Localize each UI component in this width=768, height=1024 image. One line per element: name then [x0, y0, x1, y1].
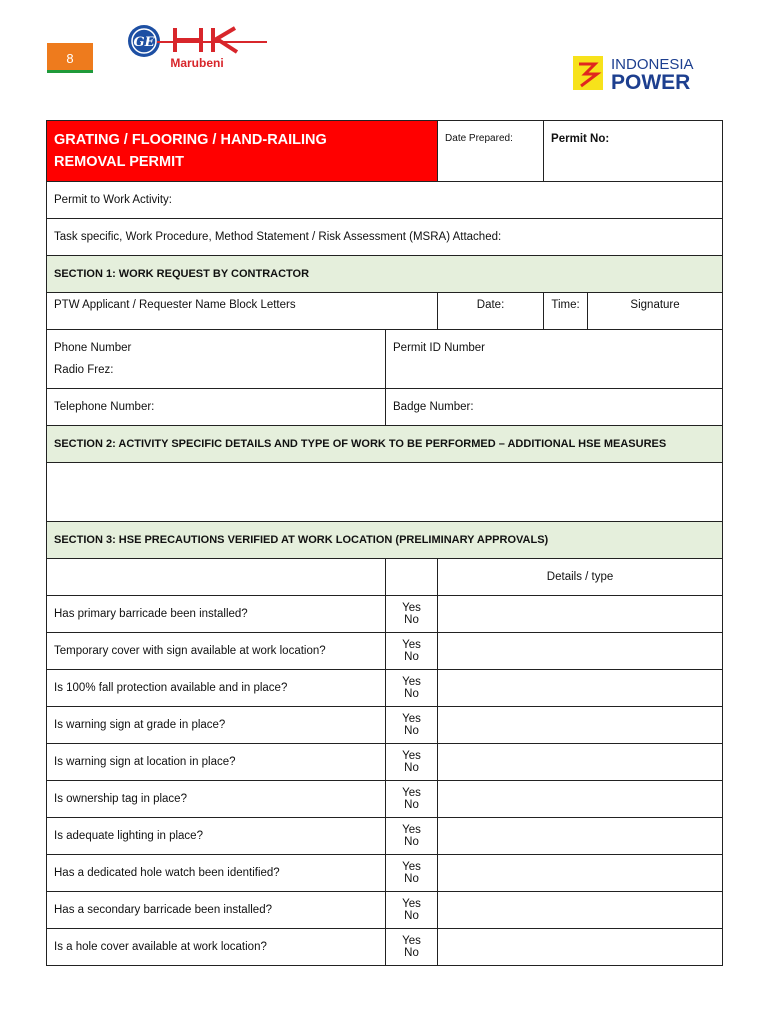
details-type-field[interactable] — [438, 892, 723, 929]
no-option[interactable]: No — [404, 836, 419, 848]
details-type-field[interactable] — [438, 707, 723, 744]
badge-number-field[interactable]: Badge Number: — [386, 389, 723, 426]
question-text: Is warning sign at grade in place? — [47, 707, 386, 744]
no-option[interactable]: No — [404, 614, 419, 626]
yes-option[interactable]: Yes — [402, 713, 421, 725]
yes-option[interactable]: Yes — [402, 824, 421, 836]
question-text: Temporary cover with sign available at work location? — [47, 633, 386, 670]
details-type-field[interactable] — [438, 744, 723, 781]
ptw-activity-field[interactable]: Permit to Work Activity: — [47, 182, 723, 219]
activity-details-field[interactable] — [47, 463, 723, 522]
yes-option[interactable]: Yes — [402, 676, 421, 688]
no-option[interactable]: No — [404, 947, 419, 959]
section-2-header: SECTION 2: ACTIVITY SPECIFIC DETAILS AND TYPE OF WORK TO BE PERFORMED – ADDITIONAL HSE MEASURES — [47, 426, 723, 463]
yes-option[interactable]: Yes — [402, 639, 421, 651]
yes-option[interactable]: Yes — [402, 935, 421, 947]
section-1-header: SECTION 1: WORK REQUEST BY CONTRACTOR — [47, 256, 723, 293]
question-header-cell — [47, 559, 386, 596]
no-option[interactable]: No — [404, 725, 419, 737]
permit-no-field[interactable]: Permit No: — [544, 121, 723, 182]
radio-label: Radio Frez: — [54, 364, 114, 376]
question-text: Is adequate lighting in place? — [47, 818, 386, 855]
date-field[interactable]: Date: — [438, 293, 544, 330]
no-option[interactable]: No — [404, 651, 419, 663]
yes-no-options — [386, 781, 438, 818]
signature-field[interactable]: Signature — [588, 293, 723, 330]
telephone-field[interactable]: Telephone Number: — [47, 389, 386, 426]
question-text: Has a secondary barricade been installed? — [47, 892, 386, 929]
question-row — [47, 818, 723, 855]
indonesia-power-logo — [571, 52, 723, 94]
question-row — [47, 633, 723, 670]
yes-option[interactable]: Yes — [402, 787, 421, 799]
yes-no-options — [386, 818, 438, 855]
yes-no-options — [386, 892, 438, 929]
question-row — [47, 707, 723, 744]
question-row — [47, 855, 723, 892]
question-row — [47, 744, 723, 781]
date-prepared-field[interactable]: Date Prepared: — [438, 121, 544, 182]
phone-radio-field[interactable] — [47, 330, 386, 389]
time-field[interactable]: Time: — [544, 293, 588, 330]
svg-text:POWER: POWER — [611, 71, 691, 94]
question-text: Is warning sign at location in place? — [47, 744, 386, 781]
details-type-field[interactable] — [438, 633, 723, 670]
form-title: GRATING / FLOORING / HAND-RAILING REMOVAL PERMIT — [47, 121, 438, 182]
details-type-field[interactable] — [438, 818, 723, 855]
question-row — [47, 596, 723, 633]
yes-no-options — [386, 744, 438, 781]
question-text: Is a hole cover available at work location? — [47, 929, 386, 966]
question-row — [47, 892, 723, 929]
question-text: Is 100% fall protection available and in place? — [47, 670, 386, 707]
question-row — [47, 670, 723, 707]
no-option[interactable]: No — [404, 910, 419, 922]
question-text: Is ownership tag in place? — [47, 781, 386, 818]
question-text: Has primary barricade been installed? — [47, 596, 386, 633]
svg-text:Marubeni: Marubeni — [170, 56, 224, 70]
yes-no-options — [386, 855, 438, 892]
details-type-field[interactable] — [438, 855, 723, 892]
yes-no-options — [386, 670, 438, 707]
permit-form — [46, 120, 723, 966]
yes-no-header-cell — [386, 559, 438, 596]
yes-option[interactable]: Yes — [402, 898, 421, 910]
msra-field[interactable]: Task specific, Work Procedure, Method Statement / Risk Assessment (MSRA) Attached: — [47, 219, 723, 256]
details-type-field[interactable] — [438, 781, 723, 818]
question-text: Has a dedicated hole watch been identified? — [47, 855, 386, 892]
yes-no-options — [386, 929, 438, 966]
yes-no-options — [386, 633, 438, 670]
question-row — [47, 781, 723, 818]
details-type-field[interactable] — [438, 596, 723, 633]
no-option[interactable]: No — [404, 799, 419, 811]
applicant-name-field[interactable]: PTW Applicant / Requester Name Block Letters — [47, 293, 438, 330]
details-type-field[interactable] — [438, 929, 723, 966]
no-option[interactable]: No — [404, 873, 419, 885]
details-type-field[interactable] — [438, 670, 723, 707]
yes-option[interactable]: Yes — [402, 750, 421, 762]
phone-label: Phone Number — [54, 342, 132, 354]
svg-text:INDONESIA: INDONESIA — [611, 56, 694, 73]
no-option[interactable]: No — [404, 762, 419, 774]
details-type-header: Details / type — [438, 559, 723, 596]
section-3-header: SECTION 3: HSE PRECAUTIONS VERIFIED AT WORK LOCATION (PRELIMINARY APPROVALS) — [47, 522, 723, 559]
question-row — [47, 929, 723, 966]
yes-no-options — [386, 707, 438, 744]
yes-no-options — [386, 596, 438, 633]
permit-id-field[interactable]: Permit ID Number — [386, 330, 723, 389]
no-option[interactable]: No — [404, 688, 419, 700]
page-number-badge: 8 — [47, 43, 93, 73]
svg-text:GE: GE — [133, 35, 155, 50]
ge-hk-marubeni-logo — [117, 24, 273, 70]
yes-option[interactable]: Yes — [402, 861, 421, 873]
yes-option[interactable]: Yes — [402, 602, 421, 614]
